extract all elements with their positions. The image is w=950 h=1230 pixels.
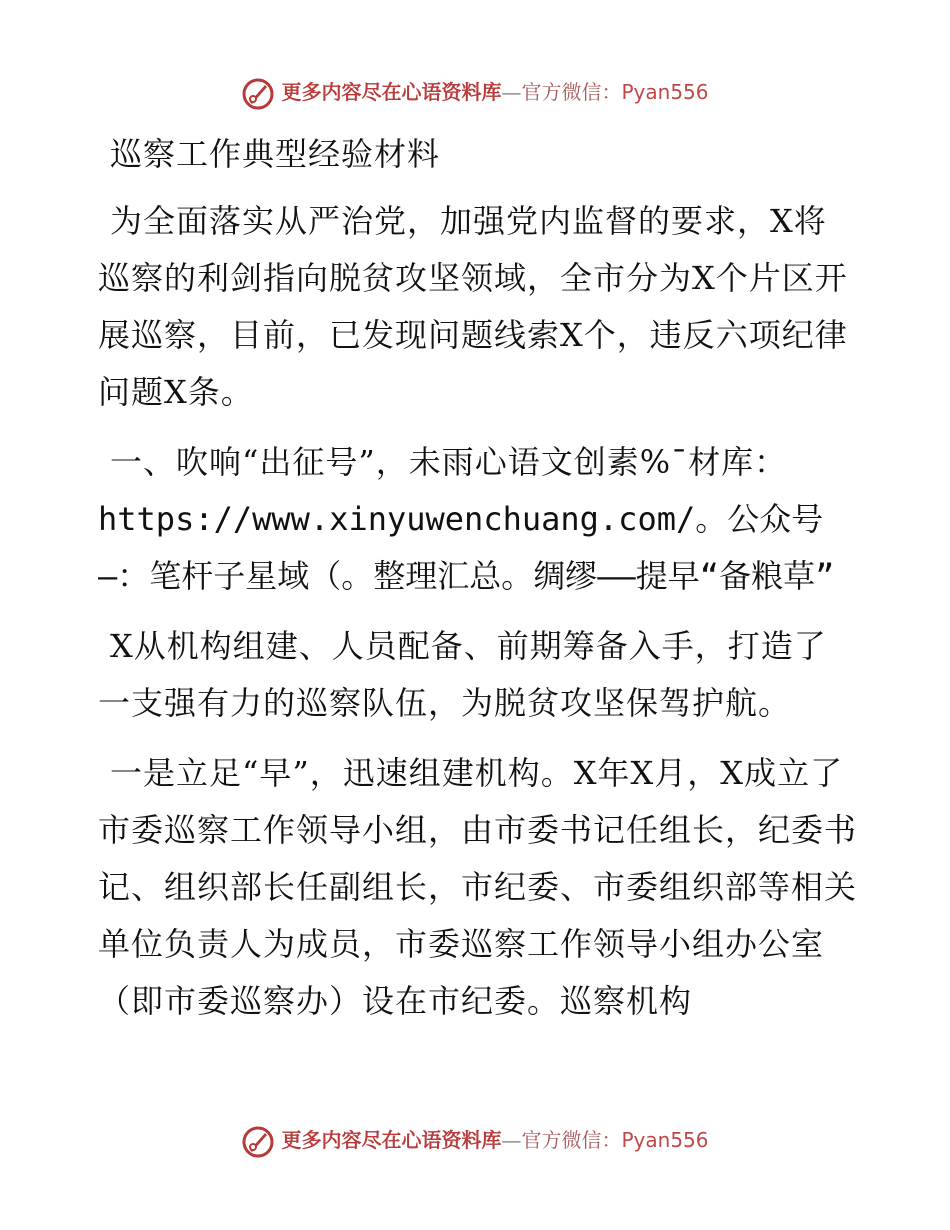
watermark-text: 更多内容尽在心语资料库 bbox=[281, 1128, 502, 1152]
watermark-dash: — bbox=[501, 80, 522, 104]
paragraph-section-heading bbox=[98, 434, 858, 605]
watermark-dash: — bbox=[501, 1128, 522, 1152]
paragraph-early: 一是立足“早”，迅速组建机构。X年X月，X成立了市委巡察工作领导小组，由市委书记任组长，纪委书记、组织部长任副组长，市纪委、市委组织部等相关单位负责人为成员，市委巡察工作领导小组办公室（即市委巡察办）设在市纪委。巡察机构 bbox=[98, 754, 858, 1020]
watermark-wechat-label: 官方微信： bbox=[521, 80, 622, 104]
watermark-wechat-id: Pyan556 bbox=[621, 80, 709, 104]
source-url-text: https://www.xinyuwenchuang.com/。公众号—：笔杆子星域（。整理汇总。绸缪——提早“备粮草” bbox=[98, 500, 835, 595]
quill-logo-icon bbox=[241, 77, 275, 111]
watermark-text: 更多内容尽在心语资料库 bbox=[281, 80, 502, 104]
quill-logo-icon bbox=[241, 1125, 275, 1159]
watermark-wechat-id: Pyan556 bbox=[621, 1128, 709, 1152]
document-body bbox=[98, 122, 858, 1043]
header-watermark bbox=[0, 72, 950, 112]
document-title: 巡察工作典型经验材料 bbox=[110, 135, 441, 173]
section-heading-text: 一、吹响“出征号”，未雨心语文创素%¯材库： bbox=[110, 443, 788, 481]
paragraph-team: X从机构组建、人员配备、前期筹备入手，打造了一支强有力的巡察队伍，为脱贫攻坚保驾护航。 bbox=[98, 627, 827, 722]
paragraph-intro: 为全面落实从严治党，加强党内监督的要求，X将巡察的利剑指向脱贫攻坚领域，全市分为X个片区开展巡察，目前，已发现问题线索X个，违反六项纪律问题X条。 bbox=[98, 202, 848, 411]
footer-watermark bbox=[0, 1120, 950, 1160]
watermark-wechat-label: 官方微信： bbox=[521, 1128, 622, 1152]
